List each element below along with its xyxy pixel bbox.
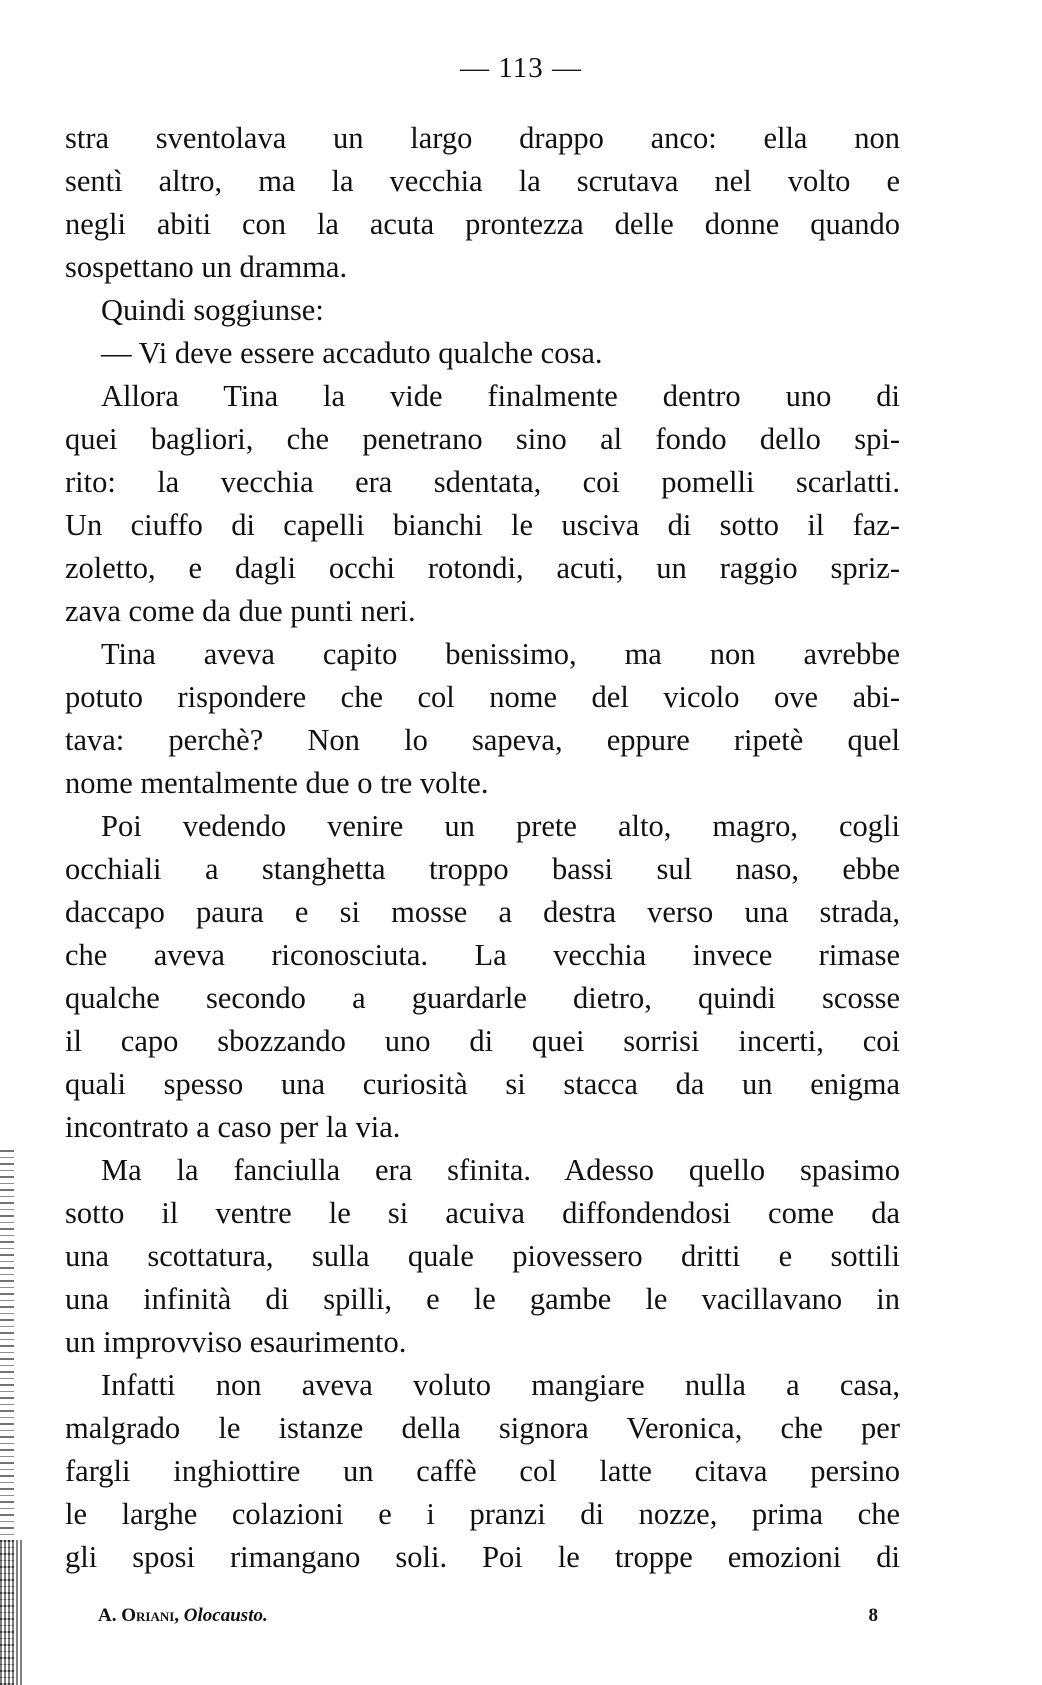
paragraph xyxy=(65,117,900,289)
text-line: zava come da due punti neri. xyxy=(65,594,416,628)
text-line: una scottatura, sulla quale piovessero dritti e sottili xyxy=(65,1239,900,1273)
footer-citation xyxy=(98,1605,268,1627)
text-line: Allora Tina la vide finalmente dentro uno di xyxy=(101,379,900,413)
signature-mark: 8 xyxy=(868,1605,878,1626)
text-line: Un ciuffo di capelli bianchi le usciva di sotto il faz- xyxy=(65,508,900,542)
text-line: fargli inghiottire un caffè col latte citava persino xyxy=(65,1454,900,1488)
paragraph xyxy=(65,1149,900,1364)
text-line: Quindi soggiunse: xyxy=(101,293,324,327)
footer-author: A. Oriani, xyxy=(98,1605,180,1626)
text-line: sospettano un dramma. xyxy=(65,250,348,284)
text-line: sentì altro, ma la vecchia la scrutava nel volto e xyxy=(65,164,900,198)
paragraph xyxy=(65,332,900,375)
paragraph xyxy=(65,805,900,1149)
text-line: incontrato a caso per la via. xyxy=(65,1110,401,1144)
text-line: potuto rispondere che col nome del vicolo ove abi- xyxy=(65,680,900,714)
text-line: gli sposi rimangano soli. Poi le troppe emozioni di xyxy=(65,1540,900,1574)
text-line: le larghe colazioni e i pranzi di nozze, prima che xyxy=(65,1497,900,1531)
text-line: daccapo paura e si mosse a destra verso una strada, xyxy=(65,895,900,929)
text-line: Tina aveva capito benissimo, ma non avrebbe xyxy=(101,637,900,671)
text-line: quali spesso una curiosità si stacca da un enigma xyxy=(65,1067,900,1101)
text-line: che aveva riconosciuta. La vecchia invece rimase xyxy=(65,938,900,972)
text-line: il capo sbozzando uno di quei sorrisi incerti, coi xyxy=(65,1024,900,1058)
body-text xyxy=(65,117,900,1579)
text-line: sotto il ventre le si acuiva diffondendosi come da xyxy=(65,1196,900,1230)
text-line: Ma la fanciulla era sfinita. Adesso quello spasimo xyxy=(101,1153,900,1187)
text-line: quei bagliori, che penetrano sino al fondo dello spi- xyxy=(65,422,900,456)
text-line: un improvviso esaurimento. xyxy=(65,1325,407,1359)
paragraph xyxy=(65,1364,900,1579)
text-line: negli abiti con la acuta prontezza delle donne quando xyxy=(65,207,900,241)
text-line: occhiali a stanghetta troppo bassi sul naso, ebbe xyxy=(65,852,900,886)
text-line: Poi vedendo venire un prete alto, magro, cogli xyxy=(101,809,900,843)
text-line: zoletto, e dagli occhi rotondi, acuti, un raggio spriz- xyxy=(65,551,900,585)
text-line: qualche secondo a guardarle dietro, quindi scosse xyxy=(65,981,900,1015)
page-footer xyxy=(98,1605,878,1627)
page-number-header: — 113 — xyxy=(460,52,582,84)
text-line: tava: perchè? Non lo sapeva, eppure ripetè quel xyxy=(65,723,900,757)
text-line: Infatti non aveva voluto mangiare nulla a casa, xyxy=(101,1368,900,1402)
paragraph xyxy=(65,633,900,805)
scan-edge-noise xyxy=(0,1540,22,1685)
text-line: nome mentalmente due o tre volte. xyxy=(65,766,489,800)
text-line: rito: la vecchia era sdentata, coi pomelli scarlatti. xyxy=(65,465,900,499)
text-line: stra sventolava un largo drappo anco: ella non xyxy=(65,121,900,155)
paragraph xyxy=(65,375,900,633)
paragraph xyxy=(65,289,900,332)
text-line: una infinità di spilli, e le gambe le vacillavano in xyxy=(65,1282,900,1316)
footer-title: Olocausto. xyxy=(183,1605,268,1626)
text-line: malgrado le istanze della signora Veronica, che per xyxy=(65,1411,900,1445)
text-line: — Vi deve essere accaduto qualche cosa. xyxy=(101,336,603,370)
